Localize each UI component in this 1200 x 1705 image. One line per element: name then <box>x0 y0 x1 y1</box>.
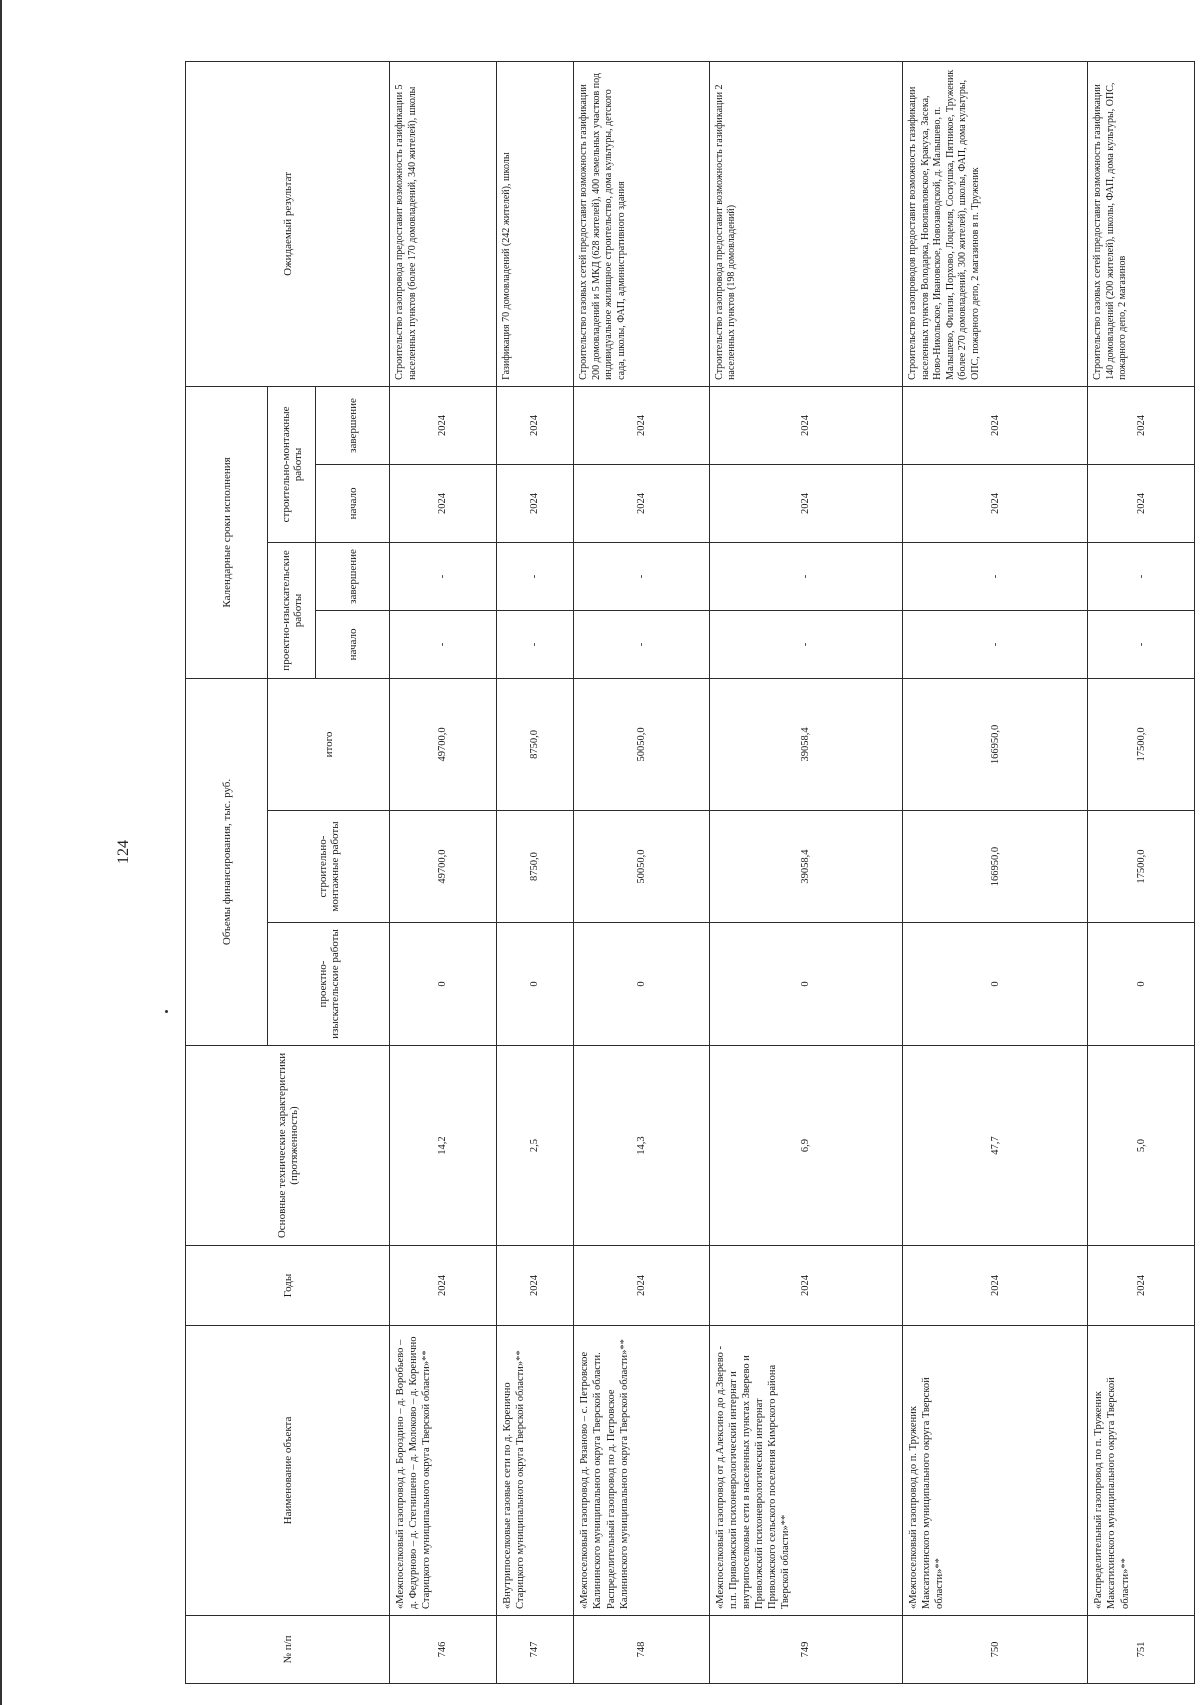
row-finance-construction: 39058,4 <box>709 811 902 923</box>
scan-edge-mark <box>0 0 2 1705</box>
table-row <box>1088 61 1195 1683</box>
header-design-start: начало <box>316 610 390 678</box>
header-name: Наименование объекта <box>186 1326 390 1616</box>
page-number: 124 <box>115 840 132 864</box>
row-design-start: - <box>390 610 497 678</box>
row-expected-result: Строительство газопроводов предоставит возможность газификации населенных пунктов Володарка, Новопавловское, Кракуха, Засека, Ново-Никольское, Ивановское, Новозаводской, д. Малышево, п. Малышево, Филизи, Порхово, Лоцемля, Сосиушка, Пятникое, Труженик (более 270 домовладений, 300 жителей), школы, ФАП, дома культуры, ОПС, пожарного депо, 2 магазинов в п. Труженик <box>903 61 1088 386</box>
header-finance-group: Объемы финансирования, тыс. руб. <box>186 678 268 1045</box>
row-num: 749 <box>709 1616 902 1684</box>
header-result: Ожидаемый результат <box>186 61 390 386</box>
row-finance-total: 166950,0 <box>903 678 1088 810</box>
row-years: 2024 <box>390 1246 497 1326</box>
row-years: 2024 <box>709 1246 902 1326</box>
header-num: № п/п <box>186 1616 390 1684</box>
row-num: 747 <box>496 1616 574 1684</box>
header-construction-start: начало <box>316 464 390 542</box>
row-num: 748 <box>574 1616 710 1684</box>
row-object-name: «Межпоселковый газопровод до п. Труженик Максатихинского муниципального округа Тверской области»** <box>903 1326 1088 1616</box>
header-finance-total: итого <box>268 678 390 810</box>
row-construction-end: 2024 <box>390 386 497 464</box>
row-finance-design: 0 <box>1088 923 1195 1046</box>
row-object-name: «Внутрипоселковые газовые сети по д. Коренично Старицкого муниципального округа Тверской области»** <box>496 1326 574 1616</box>
row-expected-result: Строительство газовых сетей предоставит возможность газификации 200 домовладений и 5 МКД (628 жителей), 400 земельных участков под индивидуальное жилищное строительство, дома культуры, детского сада, школы, ФАП, административного здания <box>574 61 710 386</box>
row-construction-end: 2024 <box>574 386 710 464</box>
row-finance-construction: 8750,0 <box>496 811 574 923</box>
row-years: 2024 <box>496 1246 574 1326</box>
row-num: 751 <box>1088 1616 1195 1684</box>
row-object-name: «Распределительный газопровод по п. Труженик Максатихинского муниципального округа Тверской области»** <box>1088 1326 1195 1616</box>
table-row <box>709 61 902 1683</box>
row-design-end: - <box>1088 542 1195 610</box>
row-object-name: «Межпоселковый газопровод д. Рязаново – с. Петровское Калининского муниципального округа Тверской области. Распределительный газопровод по д. Петровское Калининского муниципального округа Тверской области»** <box>574 1326 710 1616</box>
row-object-name: «Межпоселковый газопровод д. Бороздино – д. Воробьево – д. Федурново – д. Стегнишено – д. Молоково – д. Коренично Старицкого муниципального округа Тверской области»** <box>390 1326 497 1616</box>
row-expected-result: Строительство газопровода предоставит возможность газификации 2 населенных пунктов (198 домовладений) <box>709 61 902 386</box>
row-construction-end: 2024 <box>709 386 902 464</box>
table-row <box>574 61 710 1683</box>
row-length: 5,0 <box>1088 1046 1195 1246</box>
header-years: Годы <box>186 1246 390 1326</box>
row-expected-result: Газификация 70 домовладений (242 жителей), школы <box>496 61 574 386</box>
row-expected-result: Строительство газовых сетей предоставит возможность газификации 140 домовладений (200 жителей), школы, ФАП, дома культуры, ОПС, пожарного депо, 2 магазинов <box>1088 61 1195 386</box>
row-construction-end: 2024 <box>903 386 1088 464</box>
row-design-start: - <box>1088 610 1195 678</box>
row-design-start: - <box>574 610 710 678</box>
row-years: 2024 <box>903 1246 1088 1326</box>
row-finance-construction: 50050,0 <box>574 811 710 923</box>
row-finance-construction: 17500,0 <box>1088 811 1195 923</box>
row-length: 6,9 <box>709 1046 902 1246</box>
rotated-table-container <box>185 62 1195 1684</box>
row-finance-total: 17500,0 <box>1088 678 1195 810</box>
header-finance-construction: строительно-монтажные работы <box>268 811 390 923</box>
row-design-end: - <box>390 542 497 610</box>
header-schedule-construction: строительно-монтажные работы <box>268 386 316 542</box>
row-construction-start: 2024 <box>903 464 1088 542</box>
row-num: 746 <box>390 1616 497 1684</box>
table-row <box>390 61 497 1683</box>
scan-dot <box>165 1010 168 1013</box>
row-length: 2,5 <box>496 1046 574 1246</box>
row-design-end: - <box>709 542 902 610</box>
row-construction-end: 2024 <box>1088 386 1195 464</box>
row-num: 750 <box>903 1616 1088 1684</box>
header-tech: Основные технические характеристики (протяженность) <box>186 1046 390 1246</box>
row-design-start: - <box>903 610 1088 678</box>
header-design-end: завершение <box>316 542 390 610</box>
row-construction-start: 2024 <box>496 464 574 542</box>
table-row <box>903 61 1088 1683</box>
row-years: 2024 <box>574 1246 710 1326</box>
row-construction-end: 2024 <box>496 386 574 464</box>
gas-pipeline-objects-table <box>185 61 1195 1684</box>
row-design-start: - <box>709 610 902 678</box>
row-length: 14,2 <box>390 1046 497 1246</box>
row-finance-design: 0 <box>390 923 497 1046</box>
row-construction-start: 2024 <box>709 464 902 542</box>
row-finance-total: 49700,0 <box>390 678 497 810</box>
row-finance-design: 0 <box>574 923 710 1046</box>
header-schedule-group: Календарные сроки исполнения <box>186 386 268 678</box>
row-design-start: - <box>496 610 574 678</box>
row-finance-total: 8750,0 <box>496 678 574 810</box>
header-finance-design: проектно-изыскательские работы <box>268 923 390 1046</box>
row-object-name: «Межпоселковый газопровод от д.Алексино до д.Зверево - п.п. Приволжский психоневрологический интернат и внутрипоселковые сети в населенных пунктах Зверево и Приволжский психоневрологический интернат Приволжского сельского поселения Кимрского района Тверской области»** <box>709 1326 902 1616</box>
row-finance-design: 0 <box>903 923 1088 1046</box>
row-years: 2024 <box>1088 1246 1195 1326</box>
row-construction-start: 2024 <box>574 464 710 542</box>
row-length: 14,3 <box>574 1046 710 1246</box>
row-length: 47,7 <box>903 1046 1088 1246</box>
row-design-end: - <box>903 542 1088 610</box>
row-construction-start: 2024 <box>390 464 497 542</box>
row-finance-design: 0 <box>709 923 902 1046</box>
table-row <box>496 61 574 1683</box>
row-finance-total: 39058,4 <box>709 678 902 810</box>
row-finance-construction: 49700,0 <box>390 811 497 923</box>
row-design-end: - <box>574 542 710 610</box>
header-construction-end: завершение <box>316 386 390 464</box>
row-design-end: - <box>496 542 574 610</box>
row-finance-construction: 166950,0 <box>903 811 1088 923</box>
row-finance-total: 50050,0 <box>574 678 710 810</box>
row-construction-start: 2024 <box>1088 464 1195 542</box>
header-schedule-design: проектно-изыскательские работы <box>268 542 316 678</box>
row-finance-design: 0 <box>496 923 574 1046</box>
row-expected-result: Строительство газопровода предоставит возможность газификации 5 населенных пунктов (более 170 домовладений, 340 жителей), школы <box>390 61 497 386</box>
